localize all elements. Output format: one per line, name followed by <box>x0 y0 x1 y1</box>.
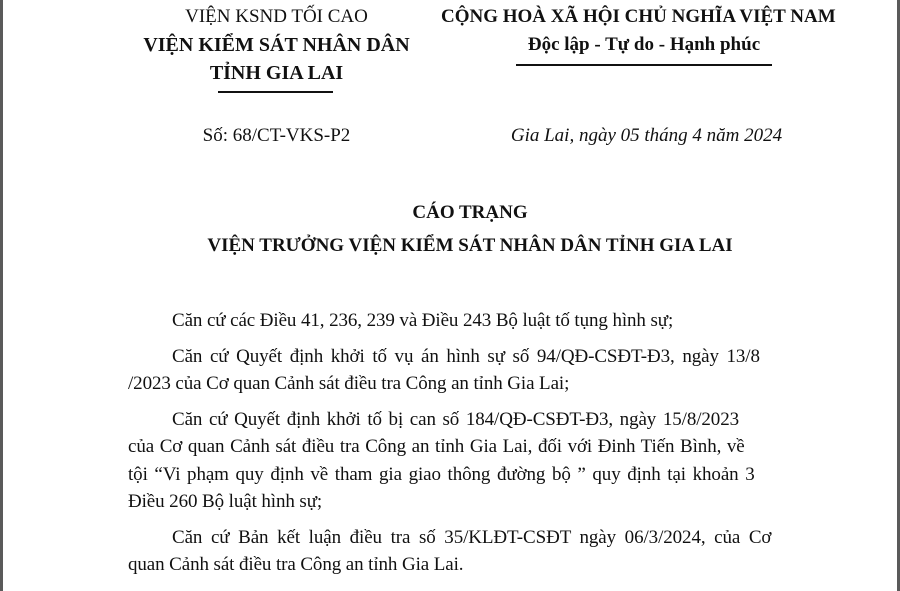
document-subtitle: VIỆN TRƯỞNG VIỆN KIỂM SÁT NHÂN DÂN TỈNH GIA LAI <box>207 235 733 256</box>
paragraph-line: quan Cảnh sát điều tra Công an tỉnh Gia Lai. <box>128 554 464 575</box>
paragraph-line: Căn cứ Bản kết luận điều tra số 35/KLĐT-CSĐT ngày 06/3/2024, của Cơ <box>172 526 772 548</box>
parent-agency: VIỆN KSND TỐI CAO <box>185 6 368 27</box>
legal-basis-paragraph-4 <box>128 524 820 579</box>
agency-name: VIỆN KIỂM SÁT NHÂN DÂN <box>143 34 410 56</box>
agency-underline <box>218 91 333 93</box>
legal-basis-paragraph-1 <box>128 307 820 335</box>
paragraph-line: tội “Vi phạm quy định về tham gia giao thông đường bộ ” quy định tại khoản 3 <box>128 463 755 485</box>
paragraph-line: /2023 của Cơ quan Cảnh sát điều tra Công an tỉnh Gia Lai; <box>128 373 570 394</box>
paragraph-line: Căn cứ Quyết định khởi tố vụ án hình sự số 94/QĐ-CSĐT-Đ3, ngày 13/8 <box>172 345 760 367</box>
national-motto: Độc lập - Tự do - Hạnh phúc <box>527 34 761 55</box>
paragraph-line: Căn cứ các Điều 41, 236, 239 và Điều 243 Bộ luật tố tụng hình sự; <box>172 310 674 331</box>
paragraph-line: của Cơ quan Cảnh sát điều tra Công an tỉnh Gia Lai, đối với Đinh Tiến Bình, về <box>128 436 745 457</box>
paragraph-line: Điều 260 Bộ luật hình sự; <box>128 491 323 512</box>
nation-name: CỘNG HOÀ XÃ HỘI CHỦ NGHĨA VIỆT NAM <box>441 6 836 27</box>
legal-basis-paragraph-3 <box>128 406 820 516</box>
document-number: Số: 68/CT-VKS-P2 <box>202 125 351 146</box>
document-title: CÁO TRẠNG <box>412 202 528 223</box>
page-border-left <box>0 0 3 591</box>
place-and-date: Gia Lai, ngày 05 tháng 4 năm 2024 <box>510 125 783 146</box>
motto-underline <box>516 64 772 66</box>
document-body <box>128 307 820 587</box>
paragraph-line: Căn cứ Quyết định khởi tố bị can số 184/QĐ-CSĐT-Đ3, ngày 15/8/2023 <box>172 408 740 430</box>
agency-province: TỈNH GIA LAI <box>209 62 344 84</box>
legal-basis-paragraph-2 <box>128 343 820 398</box>
